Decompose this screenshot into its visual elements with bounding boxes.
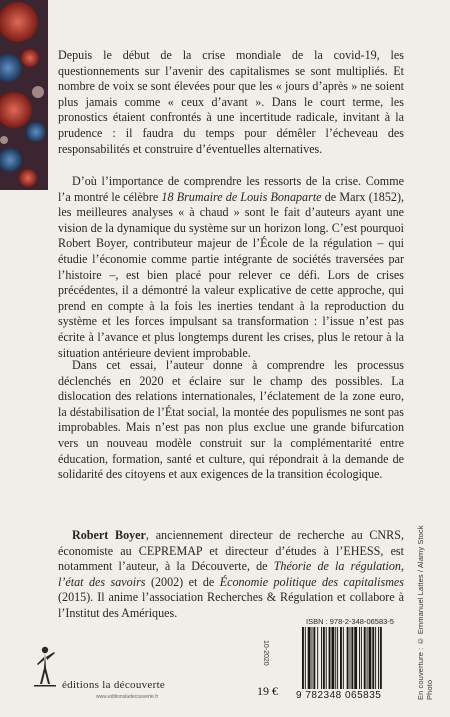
- author-bio: [58, 528, 404, 622]
- barcode-bar: [372, 627, 374, 689]
- cover-virus-image: [0, 0, 48, 190]
- barcode-bar: [380, 627, 382, 689]
- barcode-bar: [378, 627, 379, 689]
- paragraph-2-text: [58, 174, 404, 361]
- barcode-bar: [305, 627, 306, 689]
- barcode-bar: [308, 627, 311, 689]
- barcode-bar: [351, 627, 353, 689]
- price: 19 €: [257, 684, 278, 698]
- print-date-code: 10-2020: [262, 640, 269, 666]
- publisher-name: éditions la découverte: [62, 679, 166, 691]
- barcode-bar: [340, 627, 342, 689]
- bio-book-1: Théorie de la régulation, l’état des savoirs: [58, 559, 404, 589]
- barcode-bar: [347, 627, 349, 689]
- barcode-bar: [343, 627, 344, 689]
- barcode-bar: [302, 627, 304, 689]
- barcode-bar: [367, 627, 368, 689]
- barcode-bar: [337, 627, 338, 689]
- barcode-bar: [331, 627, 334, 689]
- barcode-bar: [312, 627, 313, 689]
- bio-text-1: , anciennement directeur de recherche au CNRS, économiste au CEPREMAP et directeur d’études à l’EHESS, est notamment l’auteur, à la Découverte, de: [58, 528, 404, 574]
- barcode-bar: [375, 627, 376, 689]
- barcode-bar: [326, 627, 327, 689]
- barcode-bar: [359, 627, 360, 689]
- barcode: [300, 627, 408, 689]
- barcode-bar: [323, 627, 325, 689]
- paragraph-2-intro: D’où l’importance de comprendre les ressorts de la crise. Comme l’a montré le célèbre: [58, 174, 404, 204]
- barcode-bar: [329, 627, 331, 689]
- back-cover-paragraph-3: [58, 358, 404, 483]
- barcode-bar: [369, 627, 372, 689]
- cover-photo-credit: En couverture : © Emmanuel Lattes / Alamy Stock Photo: [416, 525, 434, 700]
- barcode-bar: [354, 627, 357, 689]
- bio-text-2: (2002) et de: [145, 574, 220, 589]
- barcode-bar: [350, 627, 351, 689]
- cited-book-title: 18 Brumaire de Louis Bonaparte: [161, 189, 322, 204]
- publisher-logo-icon: [32, 644, 58, 692]
- publisher-url: www.editionsladecouverte.fr: [96, 694, 159, 700]
- barcode-bar: [313, 627, 315, 689]
- bio-text-3: (2015). Il anime l’association Recherches & Régulation et collabore à l’Institut des Amériques.: [58, 590, 404, 620]
- back-cover-paragraph-1: [58, 48, 404, 157]
- barcode-digits: 9 782348 065835: [296, 690, 382, 701]
- back-cover-paragraph-2: [58, 174, 404, 361]
- bio-book-2: Économie politique des capitalismes: [219, 574, 404, 589]
- author-name: Robert Boyer: [72, 528, 146, 542]
- paragraph-3-text: Dans cet essai, l’auteur donne à comprendre les processus déclenchés en 2020 et éclaire sur le champ des possibles. La dislocation des relations internationales, l’éclatement de la zone euro, la déstabilisation de l’État social, la montée des populismes ne sont pas improbables. Mais n’est pas non plus exclue une grande bifurcation vers un nouveau modèle construit sur la complémentarité entre éducation, formation, santé et culture, qui répondrait à la demande de solidarité des citoyens et aux exigences de la transition écologique.: [58, 358, 404, 482]
- isbn-label: ISBN : 978-2-348-06583-5: [306, 617, 394, 626]
- author-bio-text: [58, 528, 404, 622]
- barcode-bar: [364, 627, 366, 689]
- paragraph-2-rest: de Marx (1852), les meilleures analyses « à chaud » sont le fait d’auteurs ayant une vision de la dynamique du système sur un horizon long. C’est pourquoi Robert Boyer, contributeur majeur de l’École de la régulation – qui étudie l’économie comme partie intégrante de sociétés traversées par l’histoire –, est bien placé pour relever ce défi. Lors de crises précédentes, il a démontré la valeur explicative de cette approche, qui prend en compte à la fois les inerties tendant à la reproduction du système et les forces impulsant sa transformation : l’issue n’est pas écrite à l’avance et plus longtemps durent les crises, plus le retour à la situation antérieure devient improbable.: [58, 189, 404, 360]
- paragraph-1-text: Depuis le début de la crise mondiale de la covid-19, les questionnements sur l’avenir des capitalismes se sont multipliés. Et nombre de voix se sont élevées pour que les « jours d’après » ne soient plus jamais comme « ceux d’avant ». Dans le court terme, les pronostics étaient confrontés à une incertitude radicale, invitant à la prudence : il faudra du temps pour démêler l’écheveau des responsabilités et construire d’éventuelles alternatives.: [58, 48, 404, 156]
- barcode-bar: [361, 627, 362, 689]
- barcode-bar: [335, 627, 336, 689]
- barcode-bar: [317, 627, 318, 689]
- barcode-bar: [321, 627, 322, 689]
